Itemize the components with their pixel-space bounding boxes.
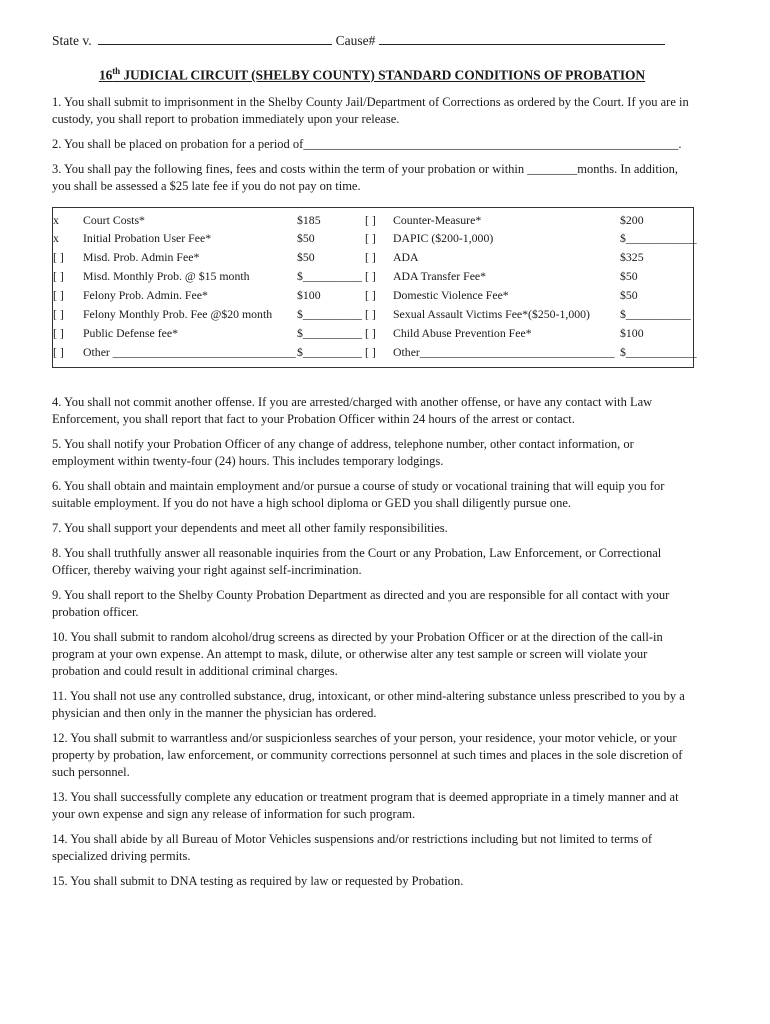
fee-label: Misd. Monthly Prob. @ $15 month	[83, 269, 250, 284]
fee-checkbox[interactable]: [ ]	[365, 231, 376, 246]
fee-checkbox[interactable]: [ ]	[53, 325, 64, 340]
fee-amount: $185	[297, 212, 321, 227]
fee-checkbox[interactable]: [ ]	[53, 307, 64, 322]
fee-row	[53, 229, 697, 248]
fee-amount: $325	[620, 250, 644, 265]
fee-label: Felony Monthly Prob. Fee @$20 month	[83, 307, 273, 322]
condition-item: 12. You shall submit to warrantless and/or suspicionless searches of your person, your residence, your motor vehicle, or your property by probation, law enforcement, or community corrections personnel at such times and places in the sole discretion of such personnel.	[52, 730, 683, 779]
title-text: JUDICIAL CIRCUIT (SHELBY COUNTY) STANDARD CONDITIONS OF PROBATION	[120, 67, 646, 83]
condition-item: 11. You shall not use any controlled substance, drug, intoxicant, or other mind-altering substance unless prescribed to you by a physician and then only in the manner the physician has ordered.	[52, 688, 685, 720]
condition-item: 7. You shall support your dependents and meet all other family responsibilities.	[52, 520, 448, 535]
title-ordinal: 16	[98, 67, 113, 83]
fee-row	[53, 267, 689, 286]
condition-item: 15. You shall submit to DNA testing as required by law or requested by Probation.	[52, 873, 464, 888]
fee-label: ADA	[393, 250, 419, 265]
condition-item: 1. You shall submit to imprisonment in the Shelby County Jail/Department of Corrections as ordered by the Court. If you are in custody, you shall report to probation immediately upon your release.	[52, 94, 689, 126]
condition-item: 9. You shall report to the Shelby County Probation Department as directed and you are responsible for all contact with your probation officer.	[52, 587, 670, 619]
fee-checkbox[interactable]: x	[53, 212, 59, 227]
fee-checkbox[interactable]: [ ]	[53, 288, 64, 303]
fee-row	[53, 343, 697, 362]
document-title	[52, 63, 692, 84]
fee-amount: $__________	[297, 307, 362, 322]
fee-amount: $____________	[620, 344, 697, 359]
fee-amount: $___________	[620, 307, 691, 322]
fee-amount: $__________	[297, 344, 362, 359]
fee-checkbox[interactable]: [ ]	[365, 325, 376, 340]
condition-item: 5. You shall notify your Probation Officer of any change of address, telephone number, other contact information, or employment within twenty-four (24) hours. This includes temporary lodgings.	[52, 436, 634, 468]
condition-item: 13. You shall successfully complete any education or treatment program that is deemed appropriate in a timely manner and at your own expense and sign any release of information for such program.	[52, 789, 679, 821]
fee-checkbox[interactable]: [ ]	[53, 344, 64, 359]
probation-conditions-document	[52, 30, 697, 890]
fee-checkbox[interactable]: [ ]	[365, 212, 376, 227]
fee-checkbox[interactable]: [ ]	[365, 344, 376, 359]
condition-item: 2. You shall be placed on probation for a period of____________________________________________________________.	[52, 136, 682, 151]
condition-item: 4. You shall not commit another offense. If you are arrested/charged with another offense, or have any contact with Law Enforcement, you shall report that fact to your Probation Officer within 24 hours of the arrest or contact.	[52, 394, 653, 426]
fee-label: Public Defense fee*	[83, 325, 178, 340]
fee-checkbox[interactable]: [ ]	[365, 250, 376, 265]
fee-label: Court Costs*	[83, 212, 145, 227]
fees-table	[52, 207, 697, 368]
fee-row	[53, 248, 689, 267]
fee-label: Sexual Assault Victims Fee*($250-1,000)	[393, 307, 590, 322]
conditions-list-top	[52, 94, 692, 195]
fee-label: Counter-Measure*	[393, 212, 482, 227]
fee-checkbox[interactable]: [ ]	[365, 269, 376, 284]
fee-label: Other_________________________________	[393, 344, 615, 359]
fee-amount: $____________	[620, 231, 697, 246]
cause-label: Cause#	[335, 33, 376, 48]
condition-item: 10. You shall submit to random alcohol/drug screens as directed by your Probation Officer or at the direction of the call-in program at your own expense. An attempt to mask, dilute, or otherwise alter any test sample or screen will violate your probation and could result in additional criminal charges.	[52, 629, 663, 678]
fee-label: Misd. Prob. Admin Fee*	[83, 250, 200, 265]
condition-item: 3. You shall pay the following fines, fees and costs within the term of your probation or within ________months. In addition, you shall be assessed a $25 late fee if you do not pay on time.	[52, 161, 678, 193]
fee-row	[53, 305, 689, 324]
state-label: State v.	[52, 33, 92, 48]
fee-checkbox[interactable]: x	[53, 231, 59, 246]
fee-checkbox[interactable]: [ ]	[53, 250, 64, 265]
condition-item: 6. You shall obtain and maintain employment and/or pursue a course of study or vocational training that will equip you for suitable employment. If you do not have a high school diploma or GED you shall diligently pursue one.	[52, 478, 665, 510]
fee-amount: $100	[620, 325, 644, 340]
fee-amount: $50	[620, 288, 638, 303]
fee-label: Child Abuse Prevention Fee*	[393, 325, 532, 340]
fee-checkbox[interactable]: [ ]	[53, 269, 64, 284]
cause-blank-field[interactable]	[379, 30, 665, 45]
fee-label: DAPIC ($200-1,000)	[393, 231, 494, 246]
fee-amount: $50	[297, 231, 315, 246]
fee-label: Domestic Violence Fee*	[393, 288, 509, 303]
fee-label: Other _______________________________	[83, 344, 296, 359]
fee-row	[53, 211, 689, 230]
fee-checkbox[interactable]: [ ]	[365, 307, 376, 322]
fee-label: Initial Probation User Fee*	[83, 231, 212, 246]
fee-amount: $100	[297, 288, 321, 303]
fee-row	[53, 286, 689, 305]
fee-row	[53, 324, 689, 343]
fee-amount: $__________	[297, 269, 362, 284]
state-blank-field[interactable]	[98, 30, 332, 45]
condition-item: 8. You shall truthfully answer all reasonable inquiries from the Court or any Probation, Law Enforcement, or Correctional Officer, thereby waiving your right against self-incrimination.	[52, 545, 662, 577]
fee-amount: $50	[297, 250, 315, 265]
case-header	[52, 30, 692, 49]
fee-amount: $__________	[297, 325, 362, 340]
condition-item: 14. You shall abide by all Bureau of Motor Vehicles suspensions and/or restrictions including but not limited to terms of specialized driving permits.	[52, 831, 653, 863]
fee-label: Felony Prob. Admin. Fee*	[83, 288, 208, 303]
fee-amount: $50	[620, 269, 638, 284]
title-ordinal-suffix: th	[112, 66, 121, 76]
fee-checkbox[interactable]: [ ]	[365, 288, 376, 303]
fee-amount: $200	[620, 212, 644, 227]
fee-label: ADA Transfer Fee*	[393, 269, 487, 284]
conditions-list-bottom	[52, 394, 692, 890]
